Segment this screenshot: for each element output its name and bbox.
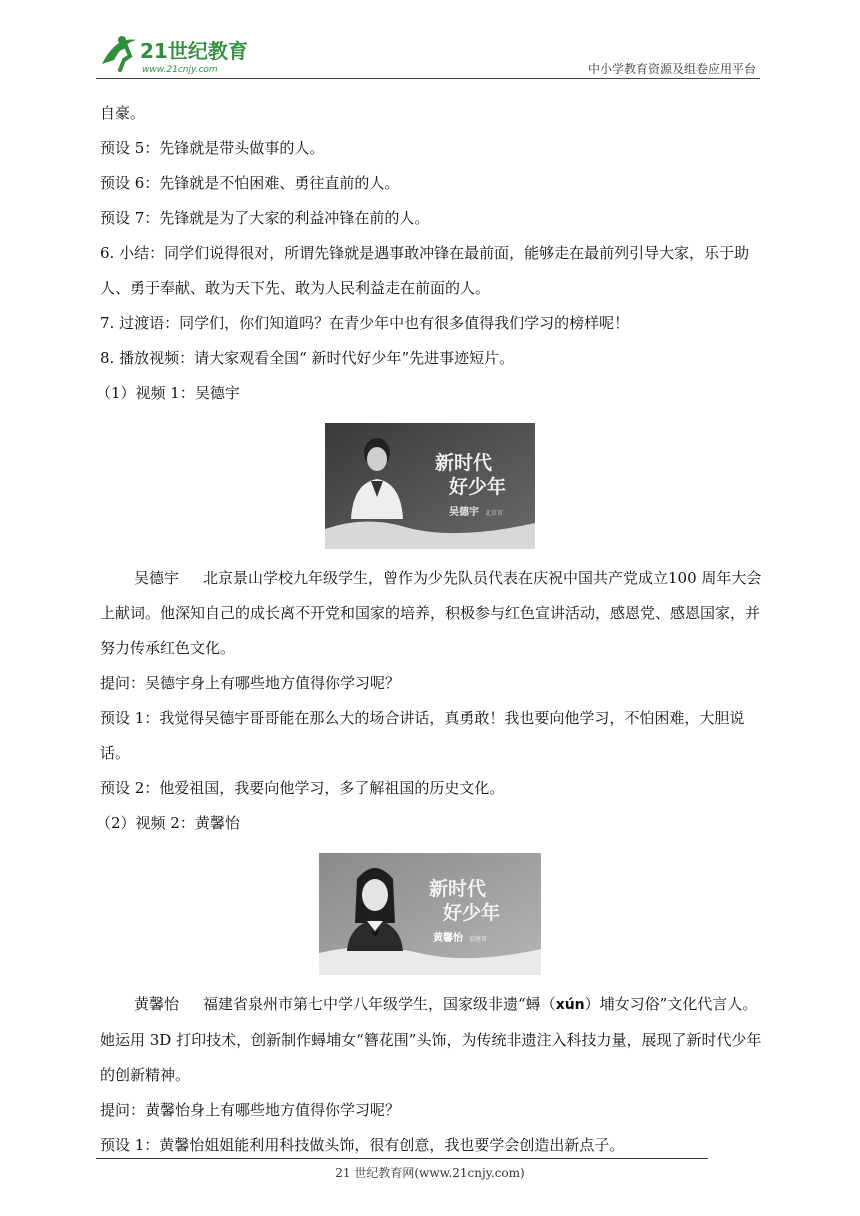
person1-description (100, 561, 762, 666)
video2-title-line2: 好少年 (443, 902, 501, 924)
video1-caption: 吴德宇 (449, 507, 479, 518)
person2-name: 黄馨怡 (134, 995, 180, 1013)
header-divider (96, 78, 760, 79)
person2-desc-a: 福建省泉州市第七中学八年级学生，国家级非遗“蟳（ (203, 995, 556, 1013)
document-body (96, 96, 762, 1163)
page-header (96, 30, 760, 78)
summary-paragraph: 6. 小结：同学们说得很对，所谓先锋就是遇事敢冲锋在最前面，能够走在最前列引导大家，乐于助人、勇于奉献、敢为天下先、敢为人民利益走在前面的人。 (100, 244, 750, 297)
header-platform-name: 中小学教育资源及组卷应用平台 (587, 62, 756, 76)
person2-question: 提问：黄馨怡身上有哪些地方值得你学习呢？ (100, 1101, 401, 1119)
person2-desc-b: ）埔女习俗”文化代言人。她运用 3D 打印技术，创新制作蟳埔女“簪花围”头饰，为传统非遗注入科技力量，展现了新时代少年的创新精神。 (100, 995, 762, 1084)
text-line: 预设 6：先锋就是不怕困难、勇往直前的人。 (100, 174, 400, 192)
text-line: 预设 5：先锋就是带头做事的人。 (100, 139, 325, 157)
video2-thumbnail (319, 853, 541, 975)
person1-name: 吴德宇 (134, 569, 180, 587)
video1-title-line2: 好少年 (449, 476, 507, 498)
play-video-line: 8. 播放视频：请大家观看全国“ 新时代好少年”先进事迹短片。 (100, 349, 515, 367)
person2-description (100, 987, 762, 1093)
person2-answer1: 预设 1：黄馨怡姐姐能利用科技做头饰，很有创意，我也要学会创造出新点子。 (100, 1136, 625, 1154)
person1-answer2: 预设 2：他爱祖国，我要向他学习，多了解祖国的历史文化。 (100, 779, 505, 797)
transition-line: 7. 过渡语：同学们，你们知道吗？在青少年中也有很多值得我们学习的榜样呢！ (100, 314, 630, 332)
logo-url: www.21cnjy.com (142, 65, 218, 75)
footer-text: 21 世纪教育网(www.21cnjy.com) (335, 1166, 525, 1180)
person1-question: 提问：吴德宇身上有哪些地方值得你学习呢？ (100, 674, 401, 692)
video2-caption: 黄馨怡 (433, 933, 463, 944)
video1-caption-small: 北京市 (485, 510, 504, 517)
pinyin-annotation: xún (555, 997, 585, 1013)
video2-caption-small: 福建省 (469, 936, 488, 943)
video1-title-line1: 新时代 (435, 452, 493, 474)
text-line: 自豪。 (100, 104, 146, 122)
video1-thumbnail (325, 423, 535, 549)
text-line: 预设 7：先锋就是为了大家的利益冲锋在前的人。 (100, 209, 430, 227)
person1-desc-text: 北京景山学校九年级学生，曾作为少先队员代表在庆祝中国共产党成立100 周年大会上献词。他深知自己的成长离不开党和国家的培养，积极参与红色宣讲活动，感恩党、感恩国家，并努力传承红色文化。 (100, 569, 762, 657)
video1-label: （1）视频 1：吴德宇 (96, 384, 240, 402)
footer-divider (96, 1158, 708, 1159)
video2-title-line1: 新时代 (429, 878, 487, 900)
logo-text: 21世纪教育 (140, 39, 248, 63)
person1-answer1: 预设 1：我觉得吴德宇哥哥能在那么大的场合讲话，真勇敢！我也要向他学习，不怕困难，大胆说话。 (100, 709, 745, 762)
site-logo (96, 30, 296, 78)
video2-label: （2）视频 2：黄馨怡 (96, 814, 240, 832)
